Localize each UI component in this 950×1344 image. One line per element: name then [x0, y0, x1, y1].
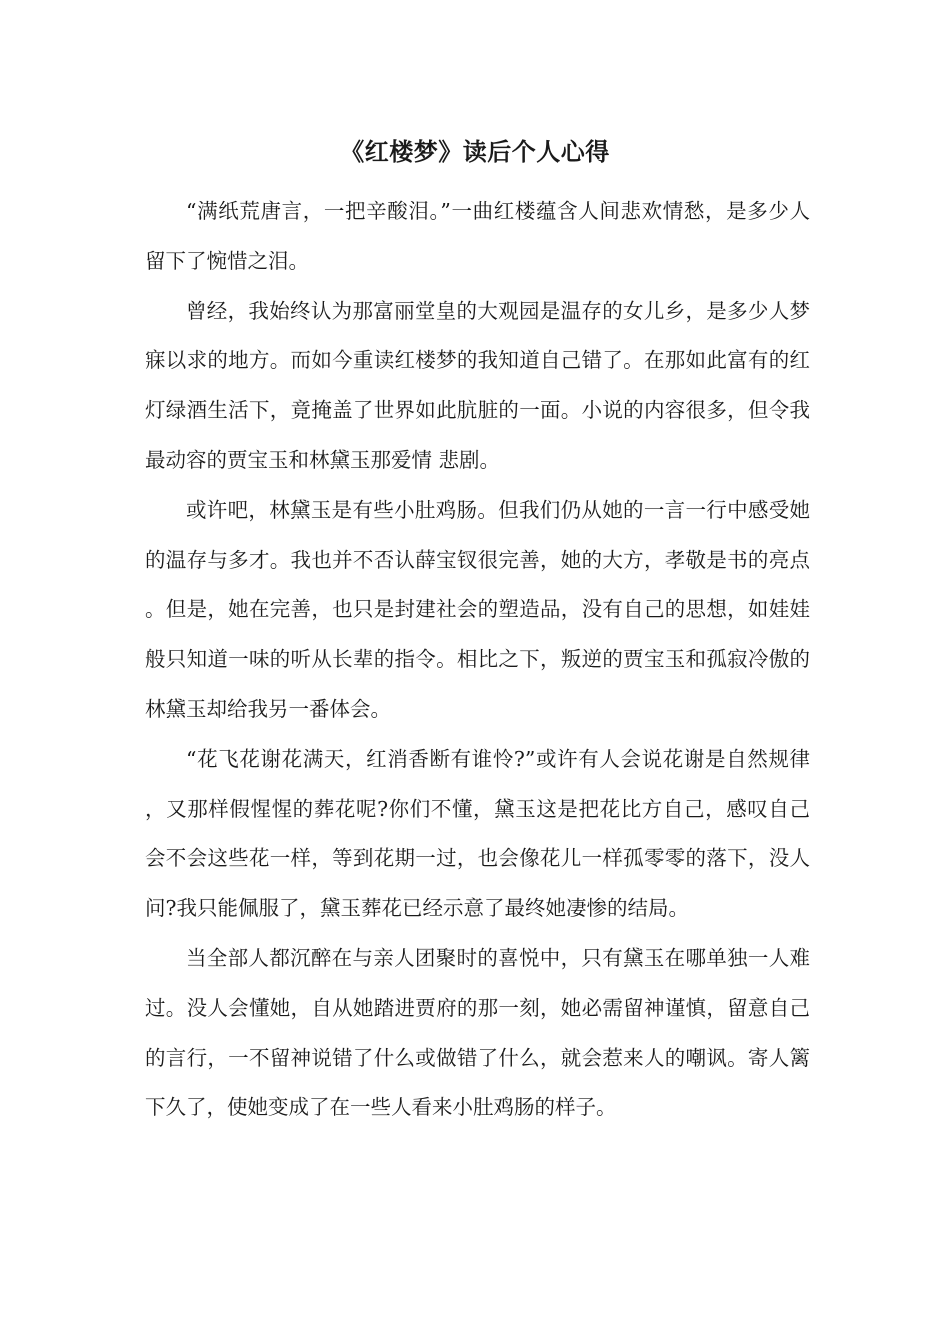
document-body [145, 187, 810, 1133]
paragraph-5: 当全部人都沉醉在与亲人团聚时的喜悦中，只有黛玉在哪单独一人难过。没人会懂她，自从她踏进贾府的那一刻，她必需留神谨慎，留意自己的言行，一不留神说错了什么或做错了什么，就会惹来人的嘲讽。寄人篱下久了，使她变成了在一些人看来小肚鸡肠的样子。 [145, 945, 810, 1120]
document-title: 《红楼梦》读后个人心得 [340, 137, 610, 166]
paragraph-2: 曾经，我始终认为那富丽堂皇的大观园是温存的女儿乡，是多少人梦寐以求的地方。而如今重读红楼梦的我知道自己错了。在那如此富有的红灯绿酒生活下，竟掩盖了世界如此肮脏的一面。小说的内容很多，但令我最动容的贾宝玉和林黛玉那爱情 悲剧。 [145, 298, 810, 472]
paragraph-3: 或许吧，林黛玉是有些小肚鸡肠。但我们仍从她的一言一行中感受她的温存与多才。我也并不否认薛宝钗很完善，她的大方，孝敬是书的亮点。但是，她在完善，也只是封建社会的塑造品，没有自己的思想，如娃娃般只知道一味的听从长辈的指令。相比之下，叛逆的贾宝玉和孤寂冷傲的林黛玉却给我另一番体会。 [145, 497, 810, 721]
paragraph-1: “满纸荒唐言，一把辛酸泪。”一曲红楼蕴含人间悲欢情愁，是多少人留下了惋惜之泪。 [145, 199, 810, 273]
paragraph-4: “花飞花谢花满天，红消香断有谁怜?”或许有人会说花谢是自然规律，又那样假惺惺的葬花呢?你们不懂，黛玉这是把花比方自己，感叹自己会不会这些花一样，等到花期一过，也会像花儿一样孤零零的落下，没人问?我只能佩服了，黛玉葬花已经示意了最终她凄惨的结局。 [145, 746, 810, 921]
